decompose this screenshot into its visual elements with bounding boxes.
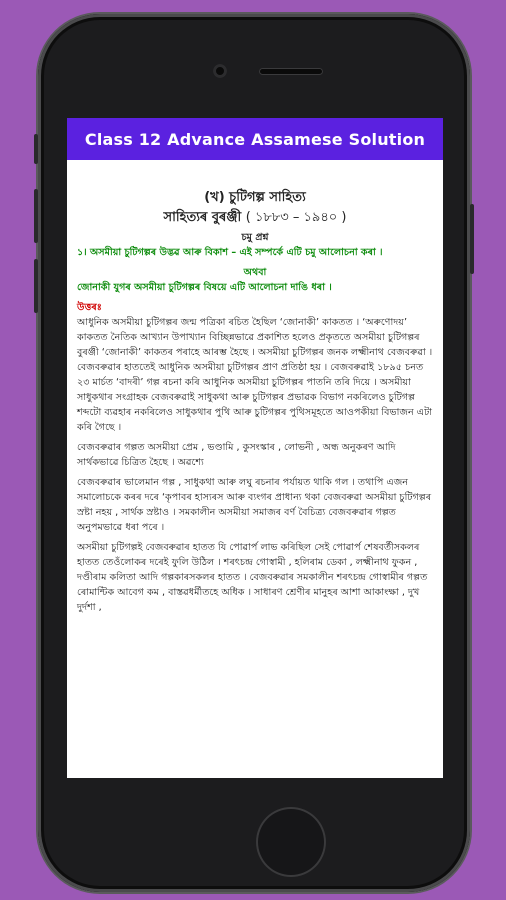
chapter-heading: (খ) চুটিগল্প সাহিত্য — [204, 190, 306, 205]
question-text: ১। অসমীয়া চুটিগল্পৰ উদ্ভৱ আৰু বিকাশ – এই সম্পৰ্কে এটি চমু আলোচনা কৰা । — [77, 247, 383, 258]
section-label: চমু প্ৰশ্ন — [241, 232, 269, 243]
power-button — [470, 204, 474, 274]
volume-up-button — [34, 189, 38, 243]
period-text: ( ১৮৮৩ – ১৯৪০ ) — [245, 210, 347, 225]
answer-paragraph-4: অসমীয়া চুটিগল্পই বেজবৰুৱাৰ হাতত যি পোৱাৰ্প লাভ কৰিছিল সেই পোৱাৰ্প শেষবৰ্তীসকলৰ হাতত তেওঁলোকৰ দৰেই ফুলি উঠিল । শৰৎচন্দ্ৰ গোস্বামী , হলিৰাম ডেকা , লক্ষ্মীনাথ ফুকন , দণ্ডীৰাম কলিতা আদি গল্পকাৰসকলৰ হাতত । বেজবৰুৱাৰ সমকালীন শৰৎচন্দ্ৰ গোস্বামীৰ গল্পত ৰোমান্টিক আবেগ কম , বাস্তৱধৰ্মীতহে অধিক । সাধাৰণ শ্ৰেণীৰ মানুহৰ আশা আকাংক্ষা , দুখ দুৰ্দশা , — [77, 542, 428, 613]
answer-label: উত্তৰঃ — [77, 302, 102, 313]
answer-paragraph-3: বেজবৰুৱাৰ ভালেমান গল্প , সাধুকথা আৰু লঘু ৰচনাৰ পৰ্যায়ত থাকি গল । তথাপি এজন সমালোচকে কৰৰ দৰে ‘কৃপাবৰ হাস্যৰস আৰু ব্যংগৰ প্ৰাধান্য থকা বেজবৰুৱা অসমীয়া চুটিগল্পৰ স্ৰষ্টা নহয় , সাৰ্থক স্ৰষ্টাও । সমকালীন অসমীয়া সমাজৰ বৰ্ণ বৈচিত্ৰ্য বেজবৰুৱাৰ গল্পত অনুপমভাৱে ধৰা পৰে । — [77, 477, 432, 533]
article-content[interactable] — [67, 160, 443, 615]
app-screen — [67, 118, 443, 778]
app-bar — [67, 118, 443, 160]
chapter-subheading — [77, 208, 433, 228]
earpiece-speaker — [259, 68, 323, 75]
answer-paragraph-2: বেজবৰুৱাৰ গল্পত অসমীয়া প্ৰেম , ভণ্ডামি , কুসংস্কাৰ , লোভনী , অন্ধ অনুকৰণ আদি সাৰ্থকভাৱে চিত্ৰিত হৈছে । অৱশ্যে — [77, 442, 396, 468]
mute-switch — [34, 134, 38, 164]
app-title: Class 12 Advance Assamese Solution — [84, 129, 426, 149]
volume-down-button — [34, 259, 38, 313]
alt-question-text: জোনাকী যুগৰ অসমীয়া চুটিগল্পৰ বিষয়ে এটি আলোচনা দাঙি ধৰা । — [77, 282, 332, 293]
subheading-text: সাহিত্যৰ বুৰঞ্জী — [163, 210, 242, 225]
home-button[interactable] — [256, 807, 326, 877]
answer-paragraph-1: আধুনিক অসমীয়া চুটিগল্পৰ জন্ম পত্ৰিকা ৰচিত হৈছিল ‘জোনাকী’ কাকতত । ‘অৰুণোদয়’ কাকতত নৈতিক আখ্যান উপাখ্যান বিচ্ছিন্নভাৱে প্ৰকাশিত হলেও প্ৰকৃততে অসমীয়া চুটিগল্পৰ বুৰঞ্জী ‘জোনাকী’ কাকতৰ পৰাহে আৰম্ভ হৈছে । অসমীয়া চুটিগল্পৰ জনক লক্ষ্মীনাথ বেজবৰুৱা । বেজবৰুৱাৰ হাততেই আধুনিক অসমীয়া চুটিগল্পৰ প্ৰাণ প্ৰতিষ্ঠা হয় । বেজবৰুৱাই ১৮৯৫ চনত ২৩ মাৰ্চত ‘বাদৰী’ গল্প ৰচনা কৰি আধুনিক অসমীয়া চুটিগল্পৰ পাতনি তৰি দিয়ে । অসমীয়া সাধুকথাৰ সংগ্ৰাহক বেজবৰুৱাই সাধুকথা আৰু চুটিগল্পৰ প্ৰভাৱক বিভাগ নকৰিলেও চুটিগল্প শব্দটো ব্যৱহাৰ নকৰিলেও সাধুকথাৰ পুথি আৰু চুটিগল্পৰ পুথিসমূহতে আওপকীয়া বিভাজন এটা কৰি গৈছে । — [77, 317, 433, 433]
front-camera-icon — [213, 64, 227, 78]
or-label: অথবা — [243, 267, 267, 278]
